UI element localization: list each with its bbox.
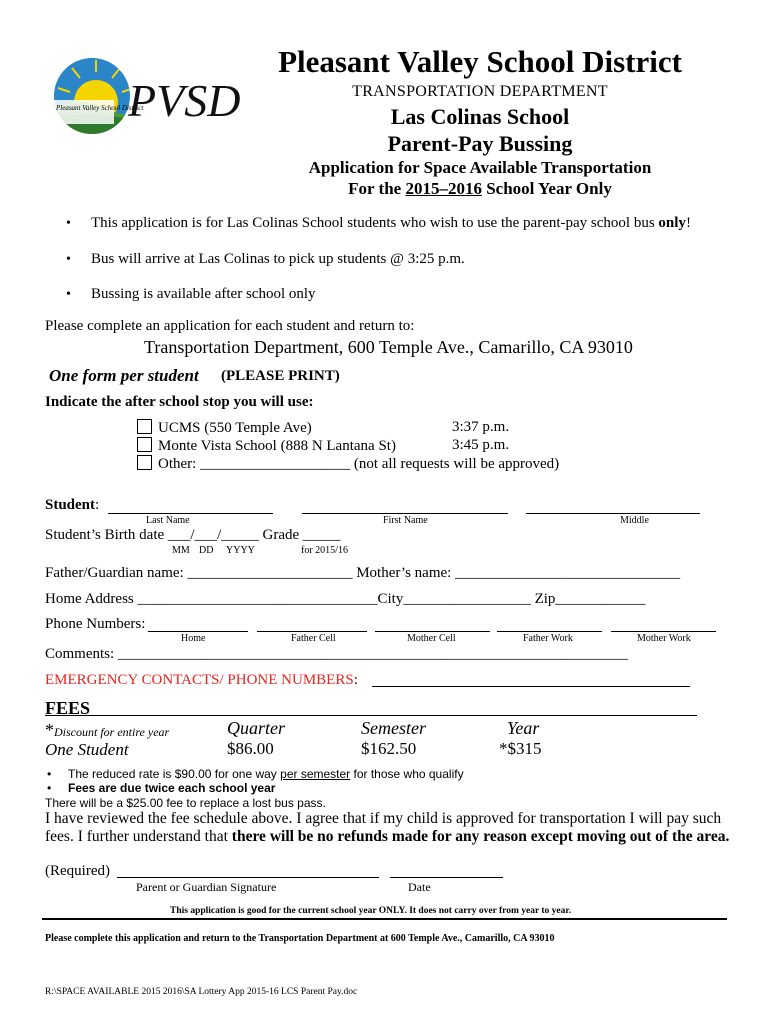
page-title: Pleasant Valley School District <box>278 44 682 79</box>
district-logo <box>44 50 241 142</box>
bullet-text-end: ! <box>685 215 691 231</box>
file-path: R:\SPACE AVAILABLE 2015 2016\SA Lottery App 2015-16 LCS Parent Pay.doc <box>45 987 358 997</box>
fee-col-year: Year <box>507 718 540 738</box>
stop-option-other[interactable] <box>137 455 559 473</box>
phone-father-work-field[interactable] <box>497 631 602 632</box>
middle-name-caption: Middle <box>620 515 649 526</box>
fees-rule <box>45 715 697 716</box>
bullet-dot: • <box>47 767 52 781</box>
phone-caption: Mother Cell <box>407 633 456 644</box>
emergency-label-text: EMERGENCY CONTACTS/ PHONE NUMBERS <box>45 672 354 688</box>
one-form-note: One form per student <box>49 366 199 385</box>
date-caption: Date <box>408 880 431 894</box>
last-name-caption: Last Name <box>146 515 190 526</box>
fee-quarter-price: $86.00 <box>227 739 274 758</box>
fee-row-label: One Student <box>45 740 129 759</box>
reduced-rate-pre: The reduced rate is $90.00 for one way <box>68 767 281 781</box>
please-print-note: (PLEASE PRINT) <box>221 368 340 384</box>
bullet-item: Bussing is available after school only <box>91 286 316 302</box>
bullet-dot: • <box>66 287 71 302</box>
logo-emblem-icon <box>44 50 241 142</box>
discount-mark: * <box>45 720 54 740</box>
school-year-suffix: School Year Only <box>481 179 612 198</box>
reduced-rate-emphasis: per semester <box>280 767 351 781</box>
agreement-text: fees. I further understand that <box>45 828 232 845</box>
emergency-contacts-label <box>45 672 358 689</box>
program-name: Parent-Pay Bussing <box>387 131 573 156</box>
phone-caption: Father Work <box>523 633 573 644</box>
stop-heading: Indicate the after school stop you will use: <box>45 394 314 410</box>
comments-field[interactable]: Comments: ____________________________________________________________________ <box>45 646 628 662</box>
school-name: Las Colinas School <box>390 104 570 129</box>
school-year-prefix: For the <box>348 179 406 198</box>
bullet-item <box>91 215 691 232</box>
stop-option-monte-vista[interactable] <box>137 437 396 455</box>
phone-mother-cell-field[interactable] <box>375 631 490 632</box>
reduced-rate-note <box>68 767 464 781</box>
footer-divider <box>42 918 727 920</box>
phone-mother-work-field[interactable] <box>611 631 716 632</box>
student-last-name-field[interactable] <box>108 513 273 514</box>
agreement-line-2 <box>45 828 729 846</box>
logo-monogram: PVSD <box>128 75 241 126</box>
phone-father-cell-field[interactable] <box>257 631 367 632</box>
bullet-dot: • <box>66 252 71 267</box>
birth-dd-caption: DD <box>199 545 214 556</box>
school-year-line <box>230 179 730 199</box>
return-note: Please complete this application and return to the Transportation Department at 600 Temple Ave., Camarillo, CA 93010 <box>45 933 555 944</box>
return-address: Transportation Department, 600 Temple Ave., Camarillo, CA 93010 <box>144 337 633 357</box>
validity-note: This application is good for the current school year ONLY. It does not carry over from year to year. <box>170 906 572 916</box>
signature-caption: Parent or Guardian Signature <box>136 880 277 894</box>
school-year: 2015–2016 <box>405 179 482 198</box>
stop-option-ucms[interactable] <box>137 419 312 437</box>
application-title: Application for Space Available Transportation <box>308 158 652 177</box>
stop-label: Other: ____________________ (not all requests will be approved) <box>158 456 560 472</box>
guardian-names-field[interactable]: Father/Guardian name: ______________________ Mother’s name: ______________________________ <box>45 565 681 581</box>
required-label: (Required) <box>45 863 110 879</box>
agreement-refund-clause: there will be no refunds made for any reason except moving out of the area. <box>231 828 730 845</box>
fee-year-price: *$315 <box>499 739 542 758</box>
bullet-emphasis: only <box>658 215 686 231</box>
student-middle-name-field[interactable] <box>526 513 700 514</box>
phone-caption: Father Cell <box>291 633 336 644</box>
stop-label: UCMS (550 Temple Ave) <box>158 420 312 436</box>
parent-signature-field[interactable] <box>117 877 379 878</box>
logo-caption: Pleasant Valley School District <box>56 104 144 112</box>
stop-checkbox[interactable] <box>137 455 152 470</box>
stop-time: 3:45 p.m. <box>452 437 510 453</box>
student-first-name-field[interactable] <box>302 513 508 514</box>
birth-mm-caption: MM <box>172 545 190 556</box>
birth-yyyy-caption: YYYY <box>226 545 255 556</box>
stop-checkbox[interactable] <box>137 437 152 452</box>
bullet-item: Bus will arrive at Las Colinas to pick up students @ 3:25 p.m. <box>91 251 465 267</box>
birth-date-field[interactable]: Student’s Birth date ___/___/_____ Grade _____ <box>45 527 341 543</box>
emergency-contacts-field[interactable] <box>372 686 690 687</box>
phone-caption: Mother Work <box>637 633 691 644</box>
bullet-dot: • <box>47 781 52 795</box>
phone-label: Phone Numbers: <box>45 616 146 632</box>
fee-semester-price: $162.50 <box>361 739 417 758</box>
reduced-rate-post: for those who qualify <box>350 767 464 781</box>
stop-label: Monte Vista School (888 N Lantana St) <box>158 438 396 454</box>
signature-date-field[interactable] <box>390 877 503 878</box>
agreement-line-1: I have reviewed the fee schedule above. I agree that if my child is approved for transportation I will pay such <box>45 810 722 827</box>
department-heading: TRANSPORTATION DEPARTMENT <box>352 83 608 100</box>
home-address-field[interactable]: Home Address ________________________________City_________________ Zip____________ <box>45 591 646 607</box>
phone-home-field[interactable] <box>148 631 248 632</box>
bullet-dot: • <box>66 216 71 231</box>
stop-time: 3:37 p.m. <box>452 419 510 435</box>
lost-pass-note: There will be a $25.00 fee to replace a lost bus pass. <box>45 796 326 810</box>
fees-heading: FEES <box>45 698 91 718</box>
emergency-label-colon: : <box>353 672 358 688</box>
student-label <box>45 497 99 514</box>
phone-caption: Home <box>181 633 206 644</box>
student-label-text: Student <box>45 497 96 513</box>
discount-text: Discount for entire year <box>54 725 170 739</box>
bullet-text: This application is for Las Colinas School students who wish to use the parent-pay school bus <box>91 215 659 231</box>
fee-col-semester: Semester <box>361 718 426 738</box>
grade-caption: for 2015/16 <box>301 545 348 556</box>
return-instructions: Please complete an application for each student and return to: <box>45 318 415 334</box>
stop-checkbox[interactable] <box>137 419 152 434</box>
first-name-caption: First Name <box>383 515 428 526</box>
fees-due-note: Fees are due twice each school year <box>68 781 276 795</box>
student-label-colon: : <box>95 497 100 513</box>
discount-note <box>45 720 169 741</box>
fee-col-quarter: Quarter <box>227 718 285 738</box>
